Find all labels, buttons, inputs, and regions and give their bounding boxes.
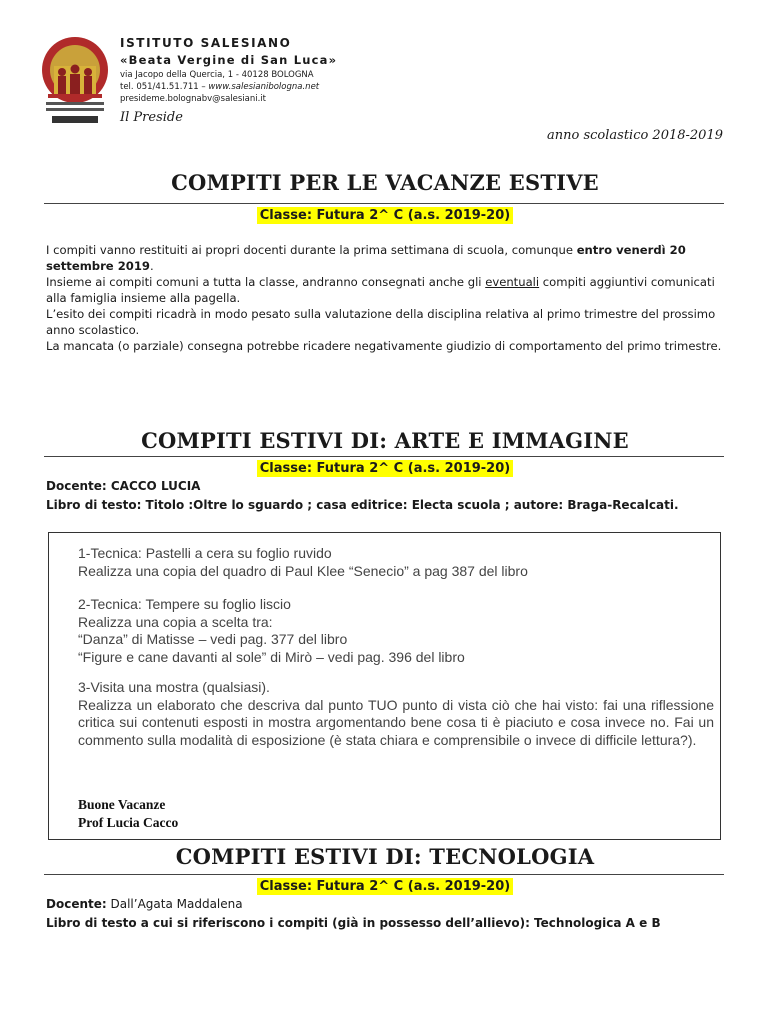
tecnologia-title: COMPITI ESTIVI DI: TECNOLOGIA (175, 844, 595, 869)
task2-title: 2-Tecnica: Tempere su foglio liscio (78, 596, 291, 612)
school-year: anno scolastico 2018-2019 (547, 128, 723, 143)
task2-line2: “Danza” di Matisse – vedi pag. 377 del libro (78, 631, 348, 647)
tecnologia-class-label: Classe: Futura 2^ C (a.s. 2019-20) (257, 878, 513, 895)
task2-line1: Realizza una copia a scelta tra: (78, 613, 273, 630)
school-email[interactable]: presideme.bolognabv@salesiani.it (120, 94, 267, 104)
arte-book: Libro di testo: Titolo :Oltre lo sguardo ; casa editrice: Electa scuola ; autore: Braga-Recalcati. (46, 498, 679, 512)
arte-closing (78, 796, 178, 832)
tecnologia-teacher: Docente: Dall’Agata Maddalena (46, 897, 243, 911)
task2-line3: “Figure e cane davanti al sole” di Mirò – vedi pag. 396 del libro (78, 648, 465, 665)
arte-class-label: Classe: Futura 2^ C (a.s. 2019-20) (257, 460, 513, 477)
school-logo (40, 36, 110, 128)
school-contacts (120, 82, 319, 92)
intro-p3: L’esito dei compiti ricadrà in modo pesato sulla valutazione della disciplina relativa al primo trimestre del prossimo anno scolastico. (46, 307, 716, 337)
arte-task-3 (78, 679, 714, 749)
closing-signature: Prof Lucia Cacco (78, 815, 179, 830)
main-title: COMPITI PER LE VACANZE ESTIVE (171, 170, 599, 195)
arte-teacher: Docente: CACCO LUCIA (46, 479, 201, 493)
intro-p2: Insieme ai compiti comuni a tutta la classe, andranno consegnati anche gli eventuali compiti aggiuntivi comunicati alla famiglia insieme alla pagella. (46, 275, 715, 305)
intro-p4: La mancata (o parziale) consegna potrebbe ricadere negativamente giudizio di comportamento del primo trimestre. (46, 339, 722, 353)
intro-p1: I compiti vanno restituiti ai propri docenti durante la prima settimana di scuola, comunque entro venerdì 20 settembre 2019. (46, 243, 686, 273)
task3-title: 3-Visita una mostra (qualsiasi). (78, 679, 270, 695)
school-website[interactable]: www.salesianibologna.net (208, 82, 320, 92)
tecnologia-class-banner (0, 875, 770, 895)
class-banner (0, 204, 770, 224)
school-name: ISTITUTO SALESIANO (120, 36, 292, 50)
school-phone: tel. 051/41.51.711 – (120, 82, 206, 92)
tecnologia-book: Libro di testo a cui si riferiscono i compiti (già in possesso dell’allievo): Technologica A e B (46, 916, 661, 930)
class-label: Classe: Futura 2^ C (a.s. 2019-20) (257, 207, 513, 224)
closing-greeting: Buone Vacanze (78, 797, 166, 812)
arte-task-2 (78, 596, 714, 666)
school-address: via Jacopo della Quercia, 1 - 40128 BOLOGNA (120, 70, 314, 80)
arte-class-banner (0, 457, 770, 477)
arte-task-1 (78, 545, 714, 580)
intro-text (46, 242, 726, 354)
task3-text: Realizza un elaborato che descriva dal punto TUO punto di vista ciò che hai visto: fai una riflessione critica sui contenuti esposti in mostra argomentando bene cosa ti è piaciuto e cosa invece no. Fai un commento sulla modalità di esposizione (è stata chiara e comprensibile o invece di difficile lettura?). (78, 696, 714, 748)
arte-title: COMPITI ESTIVI DI: ARTE E IMMAGINE (141, 428, 629, 453)
task1-line: Realizza una copia del quadro di Paul Klee “Senecio” a pag 387 del libro (78, 562, 528, 579)
preside-label: Il Preside (120, 110, 183, 125)
school-subtitle: «Beata Vergine di San Luca» (120, 53, 338, 67)
task1-title: 1-Tecnica: Pastelli a cera su foglio ruvido (78, 545, 332, 561)
